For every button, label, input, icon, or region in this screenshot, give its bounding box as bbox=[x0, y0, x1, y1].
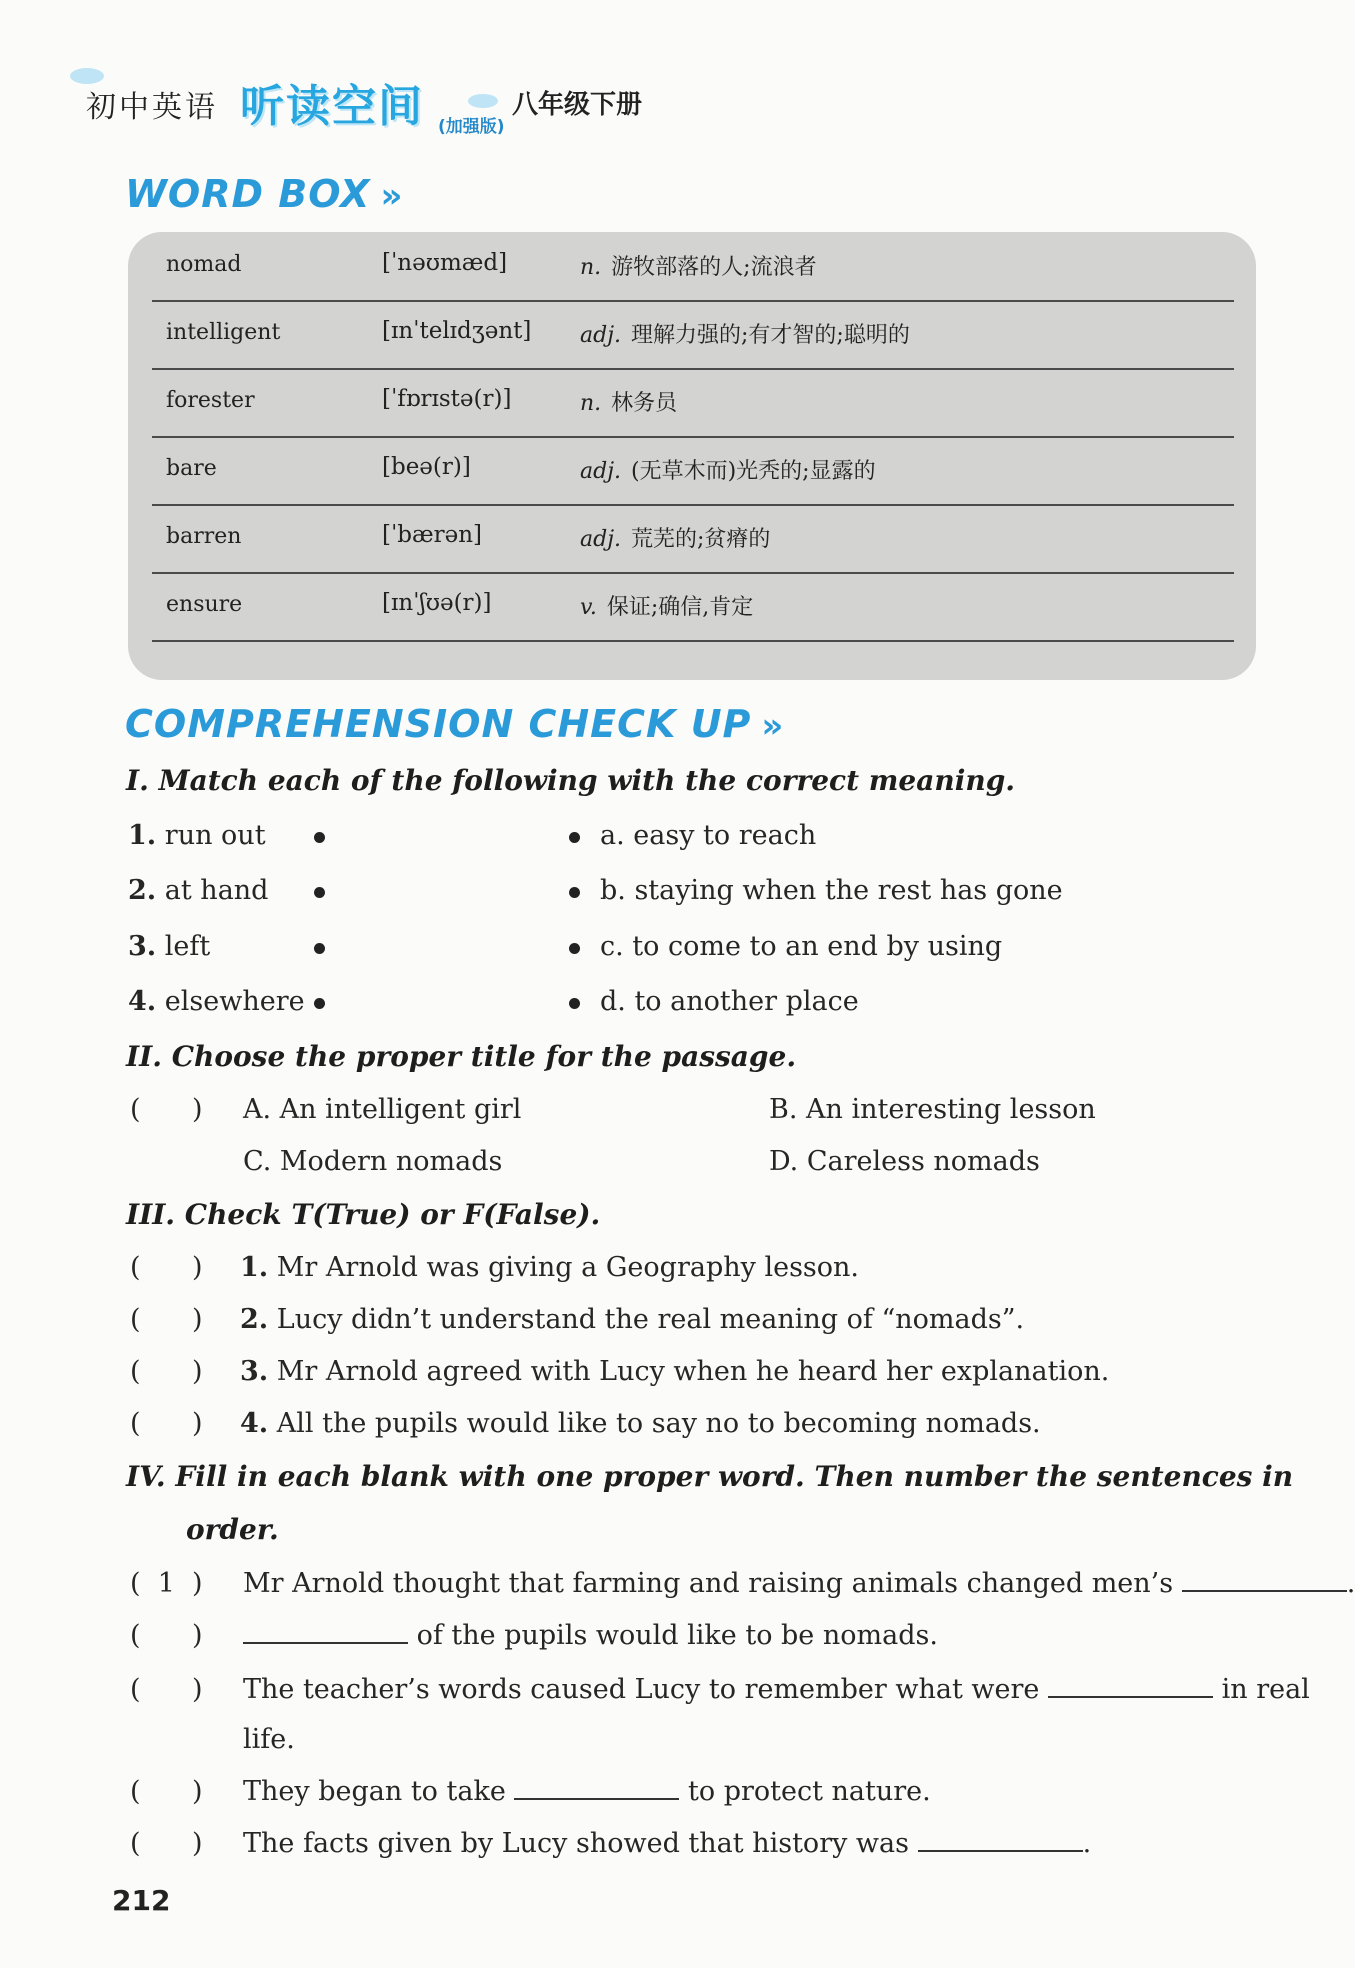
match-dot-right[interactable] bbox=[569, 943, 580, 954]
match-right-item: b. staying when the rest has gone bbox=[600, 875, 1063, 906]
true-false-item bbox=[240, 1356, 1109, 1387]
double-chevron-icon: » bbox=[380, 176, 404, 216]
title-option: D. Careless nomads bbox=[769, 1146, 1040, 1177]
meaning: 理解力强的;有才智的;聪明的 bbox=[631, 323, 910, 348]
word-row bbox=[152, 368, 1234, 438]
match-dot-left[interactable] bbox=[314, 832, 325, 843]
filled-answer: 1 bbox=[157, 1568, 175, 1599]
meaning: (无草木而)光秃的;显露的 bbox=[631, 459, 876, 484]
match-dot-left[interactable] bbox=[314, 887, 325, 898]
part3-instruction: III. Check T(True) or F(False). bbox=[126, 1198, 601, 1231]
answer-parentheses[interactable]: ( ) bbox=[130, 1304, 203, 1335]
fill-blank-sentence bbox=[243, 1620, 938, 1651]
book-series-logo: 听读空间 bbox=[240, 81, 424, 132]
part1-instruction: I. Match each of the following with the correct meaning. bbox=[126, 764, 1016, 797]
item-number: 4. bbox=[128, 986, 157, 1017]
book-grade: 八年级下册 bbox=[512, 90, 643, 120]
definition bbox=[580, 454, 876, 485]
item-number: 2. bbox=[128, 875, 157, 906]
word-row bbox=[152, 436, 1234, 506]
word: forester bbox=[166, 388, 255, 413]
part-of-speech: adj. bbox=[580, 527, 622, 552]
word: bare bbox=[166, 456, 217, 481]
fill-blank-sentence bbox=[243, 1674, 1310, 1705]
part4-instruction-cont: order. bbox=[186, 1513, 279, 1546]
item-text: All the pupils would like to say no to becoming nomads. bbox=[276, 1408, 1041, 1439]
answer-parentheses[interactable]: ( ) bbox=[130, 1776, 203, 1807]
word-row bbox=[152, 300, 1234, 370]
sentence-end: to protect nature. bbox=[688, 1776, 931, 1807]
double-chevron-icon: » bbox=[761, 706, 785, 746]
answer-parentheses[interactable]: ( ) bbox=[130, 1408, 203, 1439]
match-right-item: c. to come to an end by using bbox=[600, 931, 1003, 962]
fill-blank-sentence bbox=[243, 1776, 931, 1807]
match-dot-right[interactable] bbox=[569, 998, 580, 1009]
item-text: Mr Arnold agreed with Lucy when he heard her explanation. bbox=[276, 1356, 1110, 1387]
answer-parentheses[interactable]: ( ) bbox=[130, 1674, 203, 1705]
item-number: 2. bbox=[240, 1304, 269, 1335]
item-number: 3. bbox=[240, 1356, 269, 1387]
phonetic: [ɪnˈʃʊə(r)] bbox=[382, 590, 492, 616]
phonetic: [ˈbærən] bbox=[382, 522, 483, 548]
meaning: 林务员 bbox=[611, 391, 678, 416]
sentence-text: The teacher’s words caused Lucy to remember what were bbox=[243, 1674, 1040, 1705]
word-box bbox=[128, 232, 1256, 680]
meaning: 荒芜的;贫瘠的 bbox=[631, 527, 771, 552]
answer-parentheses[interactable]: ( ) bbox=[130, 1620, 203, 1651]
part4-instruction: IV. Fill in each blank with one proper word. Then number the sentences in bbox=[126, 1460, 1294, 1493]
item-number: 1. bbox=[240, 1252, 269, 1283]
word: barren bbox=[166, 524, 242, 549]
part-of-speech: n. bbox=[580, 255, 602, 280]
definition bbox=[580, 318, 910, 349]
item-text: Lucy didn’t understand the real meaning of “nomads”. bbox=[276, 1304, 1025, 1335]
true-false-item bbox=[240, 1252, 859, 1283]
word-row bbox=[152, 504, 1234, 574]
answer-blank[interactable] bbox=[1182, 1568, 1347, 1592]
item-number: 4. bbox=[240, 1408, 269, 1439]
definition bbox=[580, 250, 817, 281]
definition bbox=[580, 522, 770, 553]
part-of-speech: n. bbox=[580, 391, 602, 416]
meaning: 游牧部落的人;流浪者 bbox=[611, 255, 817, 280]
answer-blank[interactable] bbox=[514, 1776, 679, 1800]
sentence-text: of the pupils would like to be nomads. bbox=[416, 1620, 938, 1651]
item-number: 1. bbox=[128, 820, 157, 851]
item-text: left bbox=[164, 931, 211, 962]
match-left-item bbox=[128, 931, 210, 962]
phonetic: [ɪnˈtelɪdʒənt] bbox=[382, 318, 532, 344]
answer-blank[interactable] bbox=[243, 1620, 408, 1644]
comprehension-title bbox=[125, 702, 784, 746]
match-left-item bbox=[128, 986, 305, 1017]
answer-parentheses[interactable]: ( ) bbox=[130, 1094, 203, 1125]
definition bbox=[580, 590, 753, 621]
match-left-item bbox=[128, 820, 266, 851]
word-box-title-text: WORD BOX bbox=[125, 172, 371, 216]
word-row bbox=[152, 572, 1234, 642]
answer-parentheses[interactable]: ( ) bbox=[130, 1356, 203, 1387]
answer-parentheses[interactable]: ( ) bbox=[130, 1828, 203, 1859]
word-box-title bbox=[125, 172, 403, 216]
match-dot-left[interactable] bbox=[314, 943, 325, 954]
definition bbox=[580, 386, 677, 417]
phonetic: [ˈfɒrɪstə(r)] bbox=[382, 386, 512, 412]
book-series-prefix: 初中英语 bbox=[86, 90, 218, 125]
answer-parentheses[interactable]: ( 1 ) bbox=[130, 1568, 203, 1599]
item-text: at hand bbox=[164, 875, 269, 906]
part-of-speech: adj. bbox=[580, 459, 622, 484]
sentence-end: in real bbox=[1221, 1674, 1310, 1705]
word: ensure bbox=[166, 592, 243, 617]
phonetic: [ˈnəʊmæd] bbox=[382, 250, 508, 276]
title-option: B. An interesting lesson bbox=[769, 1094, 1096, 1125]
word: intelligent bbox=[166, 320, 281, 345]
match-dot-left[interactable] bbox=[314, 998, 325, 1009]
item-number: 3. bbox=[128, 931, 157, 962]
comprehension-title-text: COMPREHENSION CHECK UP bbox=[125, 702, 752, 746]
true-false-item bbox=[240, 1408, 1041, 1439]
item-text: elsewhere bbox=[164, 986, 305, 1017]
item-text: Mr Arnold was giving a Geography lesson. bbox=[276, 1252, 860, 1283]
sentence-text: The facts given by Lucy showed that history was bbox=[243, 1828, 909, 1859]
word-row bbox=[152, 232, 1234, 302]
cloud-icon bbox=[468, 94, 498, 108]
match-right-item: a. easy to reach bbox=[600, 820, 817, 851]
match-dot-right[interactable] bbox=[569, 887, 580, 898]
title-option: A. An intelligent girl bbox=[243, 1094, 522, 1125]
match-right-item: d. to another place bbox=[600, 986, 859, 1017]
meaning: 保证;确信,肯定 bbox=[606, 595, 754, 620]
page-number: 212 bbox=[112, 1884, 171, 1917]
item-text: run out bbox=[164, 820, 266, 851]
part2-instruction: II. Choose the proper title for the passage. bbox=[126, 1040, 797, 1073]
book-edition: (加强版) bbox=[438, 117, 505, 137]
fill-blank-sentence bbox=[243, 1568, 1355, 1599]
sentence-text: Mr Arnold thought that farming and raising animals changed men’s bbox=[243, 1568, 1174, 1599]
answer-blank[interactable] bbox=[1048, 1674, 1213, 1698]
title-option: C. Modern nomads bbox=[243, 1146, 503, 1177]
phonetic: [beə(r)] bbox=[382, 454, 471, 480]
part-of-speech: v. bbox=[580, 595, 597, 620]
match-dot-right[interactable] bbox=[569, 832, 580, 843]
sentence-end: . bbox=[1082, 1828, 1092, 1859]
part-of-speech: adj. bbox=[580, 323, 622, 348]
fill-blank-sentence-cont: life. bbox=[243, 1724, 295, 1755]
answer-blank[interactable] bbox=[918, 1828, 1083, 1852]
true-false-item bbox=[240, 1304, 1024, 1335]
answer-parentheses[interactable]: ( ) bbox=[130, 1252, 203, 1283]
word: nomad bbox=[166, 252, 242, 277]
book-header bbox=[70, 60, 770, 140]
sentence-text: They began to take bbox=[243, 1776, 506, 1807]
match-left-item bbox=[128, 875, 268, 906]
fill-blank-sentence bbox=[243, 1828, 1091, 1859]
sentence-end: . bbox=[1346, 1568, 1355, 1599]
